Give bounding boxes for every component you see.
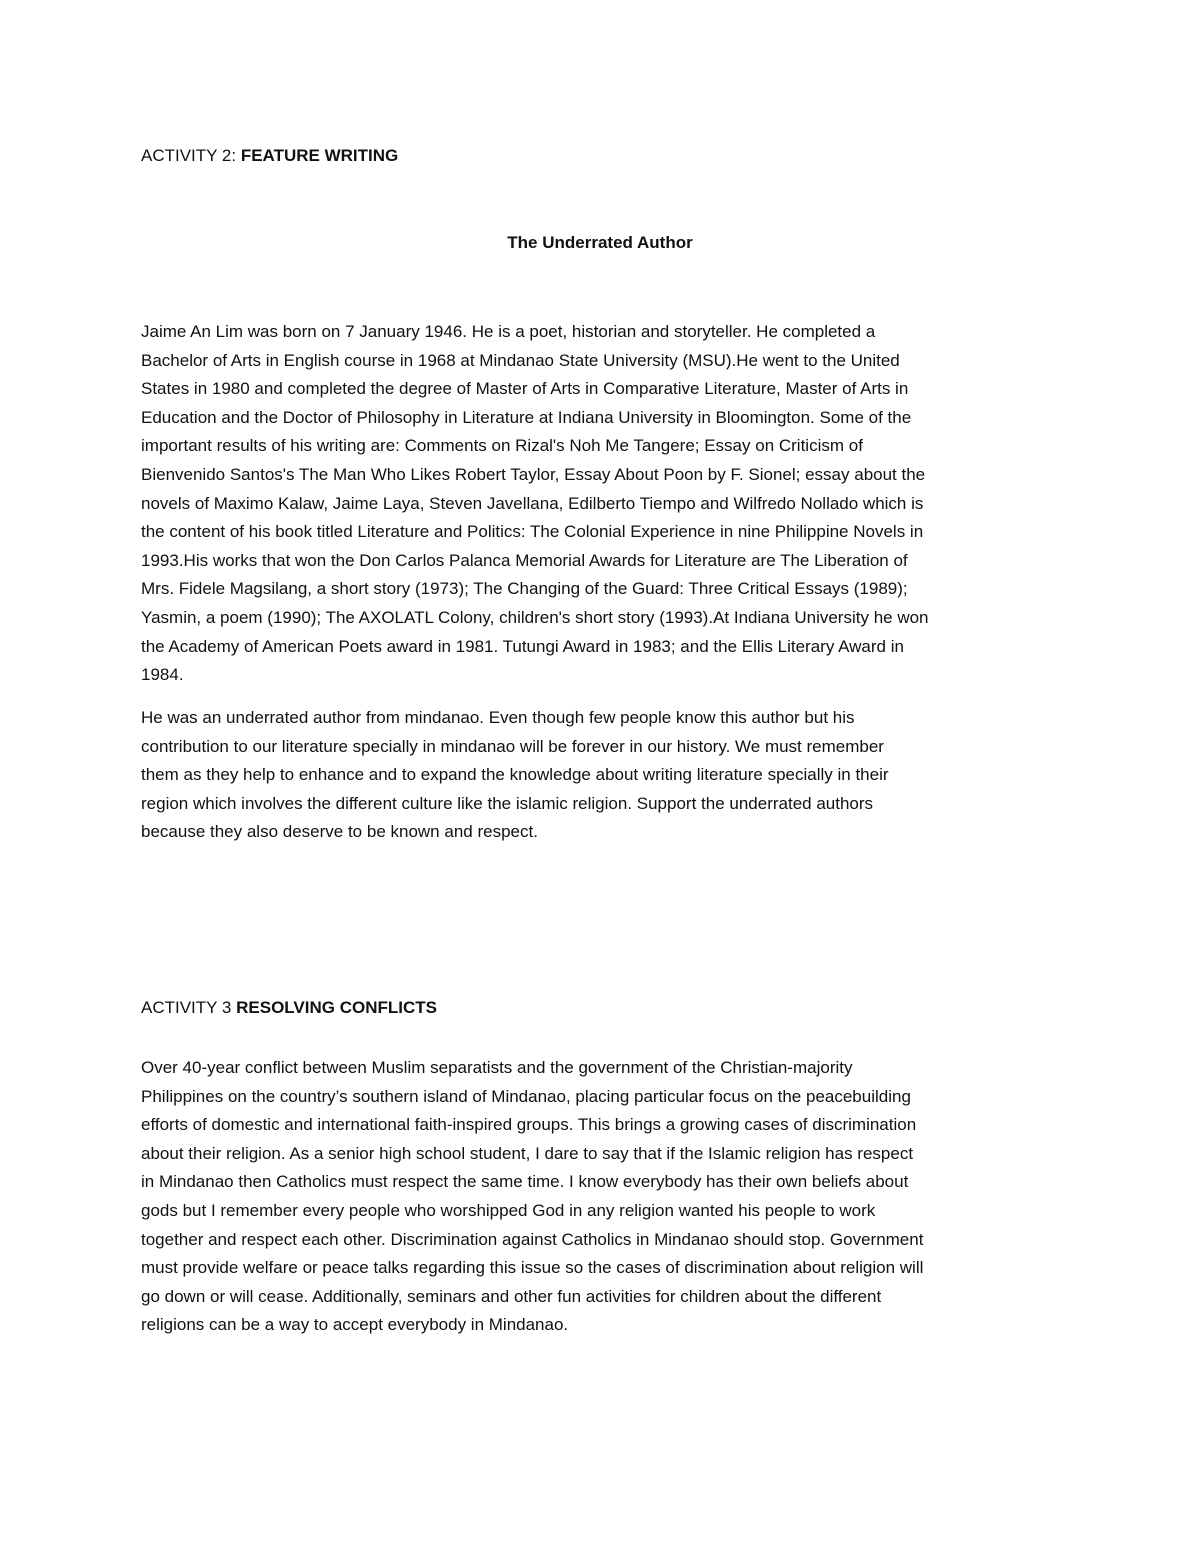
paragraph-line: Jaime An Lim was born on 7 January 1946. He is a poet, historian and storyteller. He completed a xyxy=(141,322,876,341)
paragraph-line: go down or will cease. Additionally, seminars and other fun activities for children about the different xyxy=(141,1286,882,1306)
paragraph-line: Bachelor of Arts in English course in 1968 at Mindanao State University (MSU).He went to the United xyxy=(141,350,900,370)
paragraph-line: Bienvenido Santos's The Man Who Likes Robert Taylor, Essay About Poon by F. Sionel; essay about the xyxy=(141,464,926,484)
paragraph-line: He was an underrated author from mindanao. Even though few people know this author but his xyxy=(141,708,855,727)
paragraph-line: Yasmin, a poem (1990); The AXOLATL Colony, children's short story (1993).At Indiana University he won xyxy=(141,607,929,627)
paragraph-line: about their religion. As a senior high school student, I dare to say that if the Islamic religion has respect xyxy=(141,1143,914,1163)
paragraph-line: the content of his book titled Literature and Politics: The Colonial Experience in nine Philippine Novels in xyxy=(141,522,924,542)
paragraph-line: States in 1980 and completed the degree of Master of Arts in Comparative Literature, Master of Arts in xyxy=(141,379,909,399)
paragraph-line: Philippines on the country’s southern island of Mindanao, placing particular focus on the peacebuilding xyxy=(141,1086,911,1106)
paragraph-line: important results of his writing are: Comments on Rizal's Noh Me Tangere; Essay on Criticism of xyxy=(141,436,863,456)
paragraph-line: 1984. xyxy=(141,665,184,685)
paragraph-line: the Academy of American Poets award in 1981. Tutungi Award in 1983; and the Ellis Literary Award in xyxy=(141,636,904,656)
activity-2-heading xyxy=(141,146,398,166)
paragraph-line: gods but I remember every people who worshipped God in any religion wanted his people to work xyxy=(141,1200,876,1220)
paragraph-line: novels of Maximo Kalaw, Jaime Laya, Steven Javellana, Edilberto Tiempo and Wilfredo Nollado which is xyxy=(141,493,924,513)
paragraph-line: religions can be a way to accept everybody in Mindanao. xyxy=(141,1315,569,1335)
paragraph-line: Education and the Doctor of Philosophy in Literature at Indiana University in Bloomington. Some of the xyxy=(141,407,912,427)
paragraph-line: them as they help to enhance and to expand the knowledge about writing literature specially in their xyxy=(141,765,889,785)
feature-paragraph-1 xyxy=(141,318,1061,690)
activity-3-heading xyxy=(141,998,437,1018)
activity-2-heading-bold: FEATURE WRITING xyxy=(240,146,399,165)
feature-title: The Underrated Author xyxy=(507,233,693,252)
paragraph-line: together and respect each other. Discrimination against Catholics in Mindanao should stop. Government xyxy=(141,1229,924,1249)
paragraph-line: region which involves the different culture like the islamic religion. Support the underrated authors xyxy=(141,793,874,813)
feature-paragraph-2 xyxy=(141,704,1061,847)
paragraph-line: contribution to our literature specially in mindanao will be forever in our history. We must remember xyxy=(141,736,884,756)
paragraph-line: efforts of domestic and international faith-inspired groups. This brings a growing cases of discrimination xyxy=(141,1115,917,1135)
activity-3-heading-prefix: ACTIVITY 3 xyxy=(141,998,237,1017)
paragraph-line: in Mindanao then Catholics must respect the same time. I know everybody has their own beliefs about xyxy=(141,1172,909,1192)
conflicts-paragraph xyxy=(141,1054,1061,1340)
activity-3-heading-bold: RESOLVING CONFLICTS xyxy=(236,998,437,1017)
paragraph-line: Mrs. Fidele Magsilang, a short story (1973); The Changing of the Guard: Three Critical Essays (1989); xyxy=(141,579,908,599)
paragraph-line: because they also deserve to be known and respect. xyxy=(141,822,538,842)
paragraph-line: Over 40-year conflict between Muslim separatists and the government of the Christian-majority xyxy=(141,1058,853,1077)
activity-2-heading-prefix: ACTIVITY 2: xyxy=(141,146,241,165)
paragraph-line: must provide welfare or peace talks regarding this issue so the cases of discrimination about religion will xyxy=(141,1258,924,1278)
paragraph-line: 1993.His works that won the Don Carlos Palanca Memorial Awards for Literature are The Liberation of xyxy=(141,550,908,570)
